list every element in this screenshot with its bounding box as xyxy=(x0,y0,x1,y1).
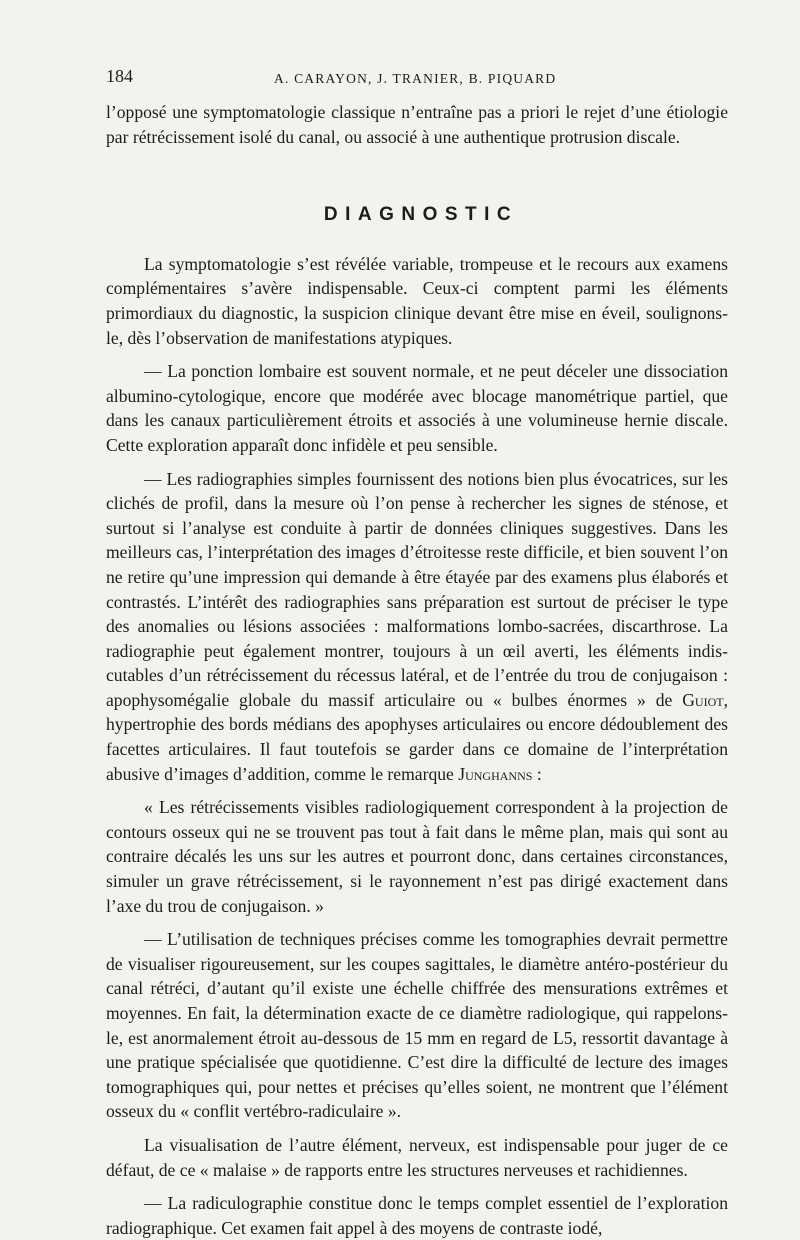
author-name-guiot: Guiot xyxy=(682,689,724,710)
body-text xyxy=(106,100,728,1240)
radiographies-text-end: : xyxy=(532,763,542,784)
section-heading: DIAGNOSTIC xyxy=(323,204,519,226)
radiographies-text-start: — Les radiographies simples fournissent des notions bien plus évocatrices, sur les clichés de profil, dans la mesure où l’on pense à rechercher les signes de sténose, et surtout si l’analyse est conduite à partir de données cliniques suggestives. Dans les meilleurs cas, l’interprétation des images d’étroitesse reste difficile, et bien souvent l’on ne retire qu’une impression qui demande à être étayée par des examens plus élaborés et contrastés. L’intérêt des radiographies sans préparation est surtout de préciser le type des anomalies ou lésions associées : malformations lombo-sacrées, discarthrose. La radiographie peut également montrer, toujours à un œil averti, les éléments indiscutables d’un rétrécissement du récessus latéral, et de l’entrée du trou de conjugaison : apophysomégalie globale du massif articulaire ou « bulbes énormes » de xyxy=(106,468,728,710)
paragraph-tomographies: — L’utilisation de techniques précises comme les tomographies devrait permettre de visualiser rigoureusement, sur les coupes sagittales, le diamètre antéro-postérieur du canal rétréci, d’autant qu’il existe une échelle chiffrée des mensurations extrêmes et moyennes. En fait, la détermination exacte de ce diamètre radiologique, qui rappelons-le, est anormalement étroit au-dessous de 15 mm en regard de L5, ressortit davantage à une pratique spécialisée que quotidienne. C’est dire la difficulté de lecture des images tomographiques qui, pour nettes et précises qu’elles soient, ne montrent que l’élément osseux du « conflit vertébro-radiculaire ». xyxy=(106,929,728,1122)
running-header xyxy=(106,60,728,100)
paragraph-radiographies xyxy=(106,467,728,787)
paragraph-radiculographie: — La radiculographie constitue donc le temps complet essentiel de l’exploration radiographique. Cet examen fait appel à des moyens de contraste iodé, xyxy=(106,1193,728,1238)
paragraph-visualisation: La visualisation de l’autre élément, nerveux, est indispensable pour juger de ce défaut, de ce « malaise » de rapports entre les structures nerveuses et rachidiennes. xyxy=(106,1134,728,1180)
radiographies-text-middle: , hypertrophie des bords médians des apophyses articulaires ou encore dédoublement des facettes articulaires. Il faut toutefois se garder dans ce domaine de l’interprétation abusive d’images d’addition, comme le remarque xyxy=(106,689,728,784)
paragraph-continued: l’opposé une symptomatologie classique n’entraîne pas a priori le rejet d’une étiologie par rétrécissement isolé du canal, ou associé à une authentique protrusion discale. xyxy=(106,102,728,147)
page-number: 184 xyxy=(106,66,133,86)
running-title: A. CARAYON, J. TRANIER, B. PIQUARD xyxy=(274,71,557,86)
paragraph-symptomatologie: La symptomatologie s’est révélée variable, trompeuse et le recours aux examens complémentaires s’avère indispensable. Ceux-ci comptent parmi les éléments primordiaux du diagnostic, la suspicion clinique devant être mise en éveil, soulignons-le, dès l’observation de manifestations atypiques. xyxy=(106,253,728,348)
author-name-junghanns: Junghanns xyxy=(458,763,533,784)
paragraph-ponction-lombaire: — La ponction lombaire est souvent normale, et ne peut déceler une dissociation albumino-cytologique, encore que modérée avec blocage manométrique partiel, que dans les canaux particulièrement étroits et associés à une volumineuse hernie discale. Cette exploration apparaît donc infidèle et peu sensible. xyxy=(106,361,728,455)
paragraph-quotation: « Les rétrécissements visibles radiologiquement correspondent à la projection de contours osseux qui ne se trouvent pas tout à fait dans le même plan, mais qui sont au contraire décalés les uns sur les autres et pourront donc, dans certaines circonstances, simuler un grave rétrécissement, si le rayonnement n’est pas dirigé exactement dans l’axe du trou de conjugaison. » xyxy=(106,797,728,916)
